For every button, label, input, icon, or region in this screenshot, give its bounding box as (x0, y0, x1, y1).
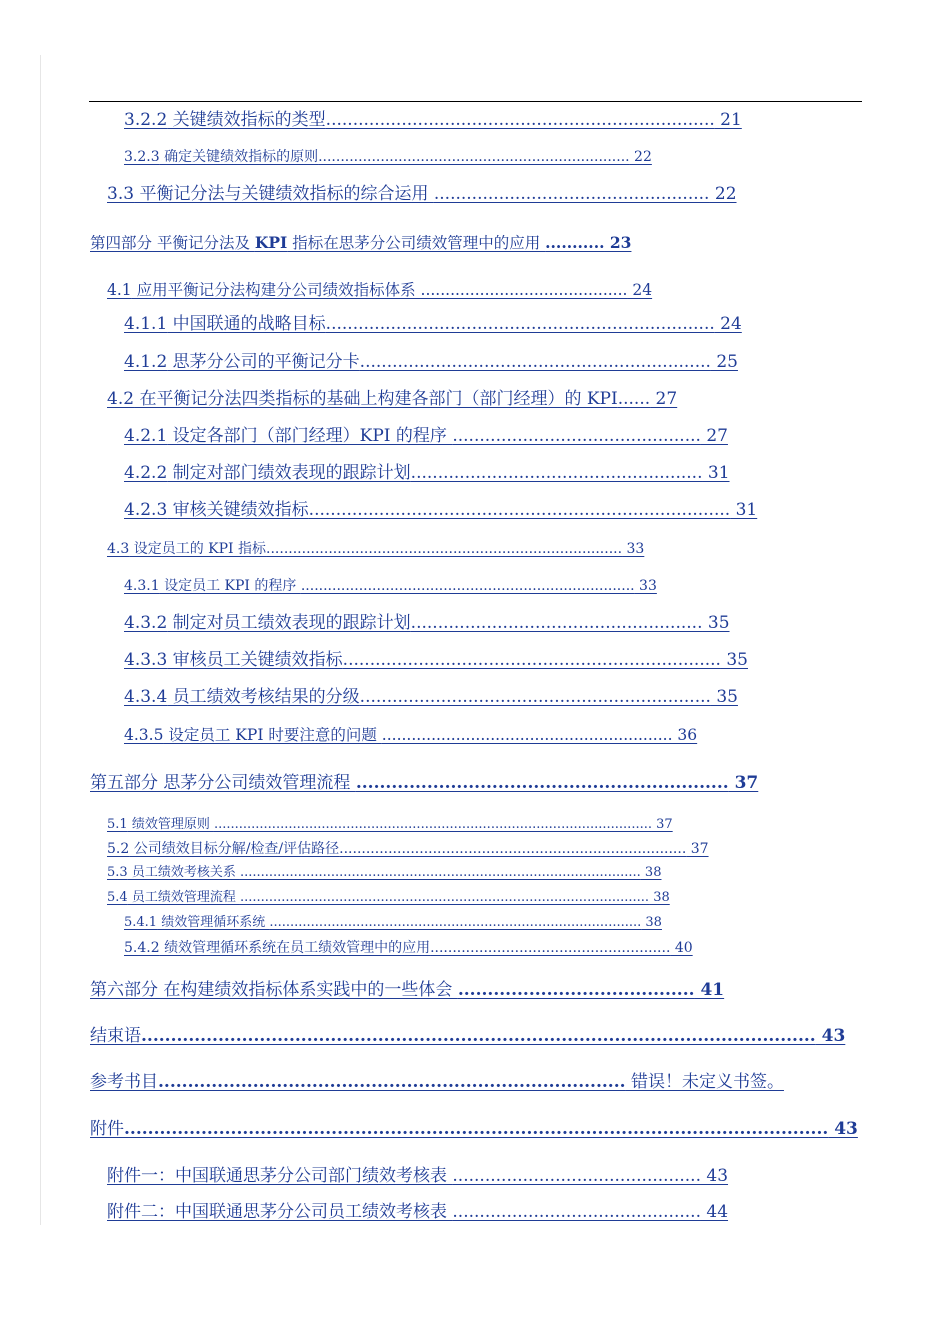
toc-entry-3-2-2[interactable]: 3.2.2 关键绩效指标的类型........................................................................ 21 (124, 110, 742, 130)
toc-entry-4-2[interactable]: 4.2 在平衡记分法四类指标的基础上构建各部门（部门经理）的 KPI...... 27 (107, 389, 678, 409)
toc-entry-5-4[interactable]: 5.4 员工绩效管理流程 ................................................................................................... 38 (107, 890, 670, 905)
toc-entry-appendix[interactable]: 附件....................................................................................................................... 43 (90, 1119, 858, 1139)
toc-entry-references[interactable]: 参考书目............................................................................... 错误！未定义书签。 (90, 1072, 784, 1092)
toc-entry-appendix-2[interactable]: 附件二：中国联通思茅分公司员工绩效考核表 .............................................. 44 (107, 1202, 729, 1222)
toc-entry-4-3-2[interactable]: 4.3.2 制定对员工绩效表现的跟踪计划...................................................... 35 (124, 613, 730, 633)
toc-entry-5-3[interactable]: 5.3 员工绩效考核关系 ................................................................................................. 38 (107, 865, 662, 880)
toc-entry-4-2-1[interactable]: 4.2.1 设定各部门（部门经理）KPI 的程序 .............................................. 27 (124, 426, 728, 446)
toc-entry-3-2-3[interactable]: 3.2.3 确定关键绩效指标的原则...................................................................... 22 (124, 149, 652, 165)
toc-entry-5-2[interactable]: 5.2 公司绩效目标分解/检查/评估路径.............................................................................. 37 (107, 841, 709, 857)
toc-entry-4-2-2[interactable]: 4.2.2 制定对部门绩效表现的跟踪计划...................................................... 31 (124, 463, 730, 483)
toc-entry-4-1-1[interactable]: 4.1.1 中国联通的战略目标........................................................................ 24 (124, 314, 742, 334)
page-margin-line (40, 55, 41, 1225)
toc-entry-4-2-3[interactable]: 4.2.3 审核关键绩效指标.............................................................................. 31 (124, 500, 758, 520)
header-rule (89, 101, 862, 102)
toc-entry-4-3-3[interactable]: 4.3.3 审核员工关键绩效指标...................................................................... 35 (124, 650, 748, 670)
toc-entry-5-4-1[interactable]: 5.4.1 绩效管理循环系统 .......................................................................................... 38 (124, 915, 662, 930)
toc-entry-appendix-1[interactable]: 附件一：中国联通思茅分公司部门绩效考核表 .............................................. 43 (107, 1166, 729, 1186)
toc-entry-5-4-2[interactable]: 5.4.2 绩效管理循环系统在员工绩效管理中的应用...................................................... 40 (124, 940, 693, 956)
toc-entry-3-3[interactable]: 3.3 平衡记分法与关键绩效指标的综合运用 ................................................... 22 (107, 184, 737, 204)
toc-entry-part-4[interactable]: 第四部分 平衡记分法及 KPI 指标在思茅分公司绩效管理中的应用 ........... 23 (90, 233, 632, 252)
toc-entry-4-3[interactable]: 4.3 设定员工的 KPI 指标................................................................................ 33 (107, 541, 645, 557)
toc-entry-4-3-5[interactable]: 4.3.5 设定员工 KPI 时要注意的问题 ........................................................... 36 (124, 726, 698, 744)
toc-entry-conclusion[interactable]: 结束语.................................................................................................................. 43 (90, 1026, 846, 1046)
toc-entry-part-5[interactable]: 第五部分 思茅分公司绩效管理流程 ............................................................... 37 (90, 773, 759, 793)
toc-entry-4-1[interactable]: 4.1 应用平衡记分法构建分公司绩效指标体系 .......................................... 24 (107, 281, 653, 299)
toc-entry-4-1-2[interactable]: 4.1.2 思茅分公司的平衡记分卡................................................................. 25 (124, 352, 738, 372)
toc-entry-4-3-4[interactable]: 4.3.4 员工绩效考核结果的分级................................................................. 35 (124, 687, 738, 707)
toc-entry-part-6[interactable]: 第六部分 在构建绩效指标体系实践中的一些体会 ........................................ 41 (90, 980, 725, 1000)
toc-entry-4-3-1[interactable]: 4.3.1 设定员工 KPI 的程序 ........................................................................... 33 (124, 578, 657, 594)
toc-entry-5-1[interactable]: 5.1 绩效管理原则 .......................................................................................................... 37 (107, 817, 673, 832)
